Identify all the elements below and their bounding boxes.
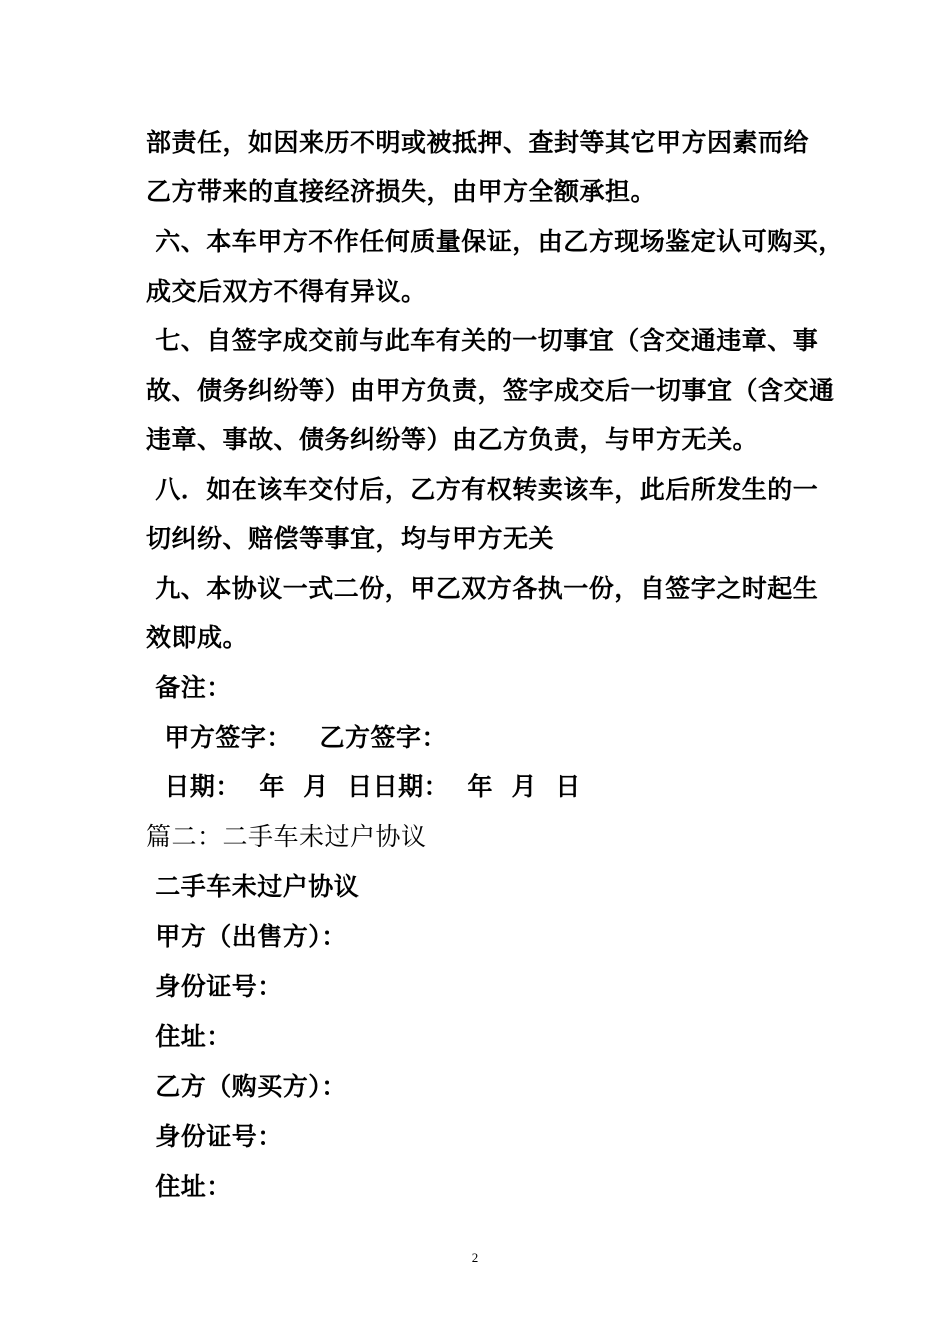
text-line: 切纠纷、赔偿等事宜，均与甲方无关 (146, 524, 555, 553)
signature-line: 甲方签字： 乙方签字： (146, 723, 448, 752)
text-line: 成交后双方不得有异议。 (146, 277, 427, 306)
section-heading: 篇二：二手车未过户协议 (146, 822, 427, 851)
party-b-label: 乙方（购买方）： (146, 1072, 347, 1101)
text-line: 乙方带来的直接经济损失，由甲方全额承担。 (146, 177, 657, 206)
text-line: 效即成。 (146, 623, 249, 652)
party-a-id-label: 身份证号： (146, 972, 283, 1001)
date-line: 日期： 年 月 日日期： 年 月 日 (146, 772, 581, 801)
remarks-label: 备注： (146, 673, 232, 702)
page-number: 2 (471, 1250, 479, 1265)
text-line: 八．如在该车交付后，乙方有权转卖该车，此后所发生的一 (146, 475, 819, 504)
text-line: 七、自签字成交前与此车有关的一切事宜（含交通违章、事 (146, 326, 819, 355)
text-line: 九、本协议一式二份，甲乙双方各执一份，自签字之时起生 (146, 574, 819, 603)
party-b-id-label: 身份证号： (146, 1122, 283, 1151)
party-a-address-label: 住址： (146, 1022, 232, 1051)
agreement-title: 二手车未过户协议 (146, 872, 360, 901)
text-line: 违章、事故、债务纠纷等）由乙方负责，与甲方无关。 (146, 425, 759, 454)
text-line: 故、债务纠纷等）由甲方负责，签字成交后一切事宜（含交通 (146, 376, 835, 405)
text-line: 六、本车甲方不作任何质量保证，由乙方现场鉴定认可购买， (146, 227, 844, 256)
party-b-address-label: 住址： (146, 1172, 232, 1201)
text-line: 部责任，如因来历不明或被抵押、查封等其它甲方因素而给 (146, 128, 810, 157)
party-a-label: 甲方（出售方）： (146, 922, 347, 951)
